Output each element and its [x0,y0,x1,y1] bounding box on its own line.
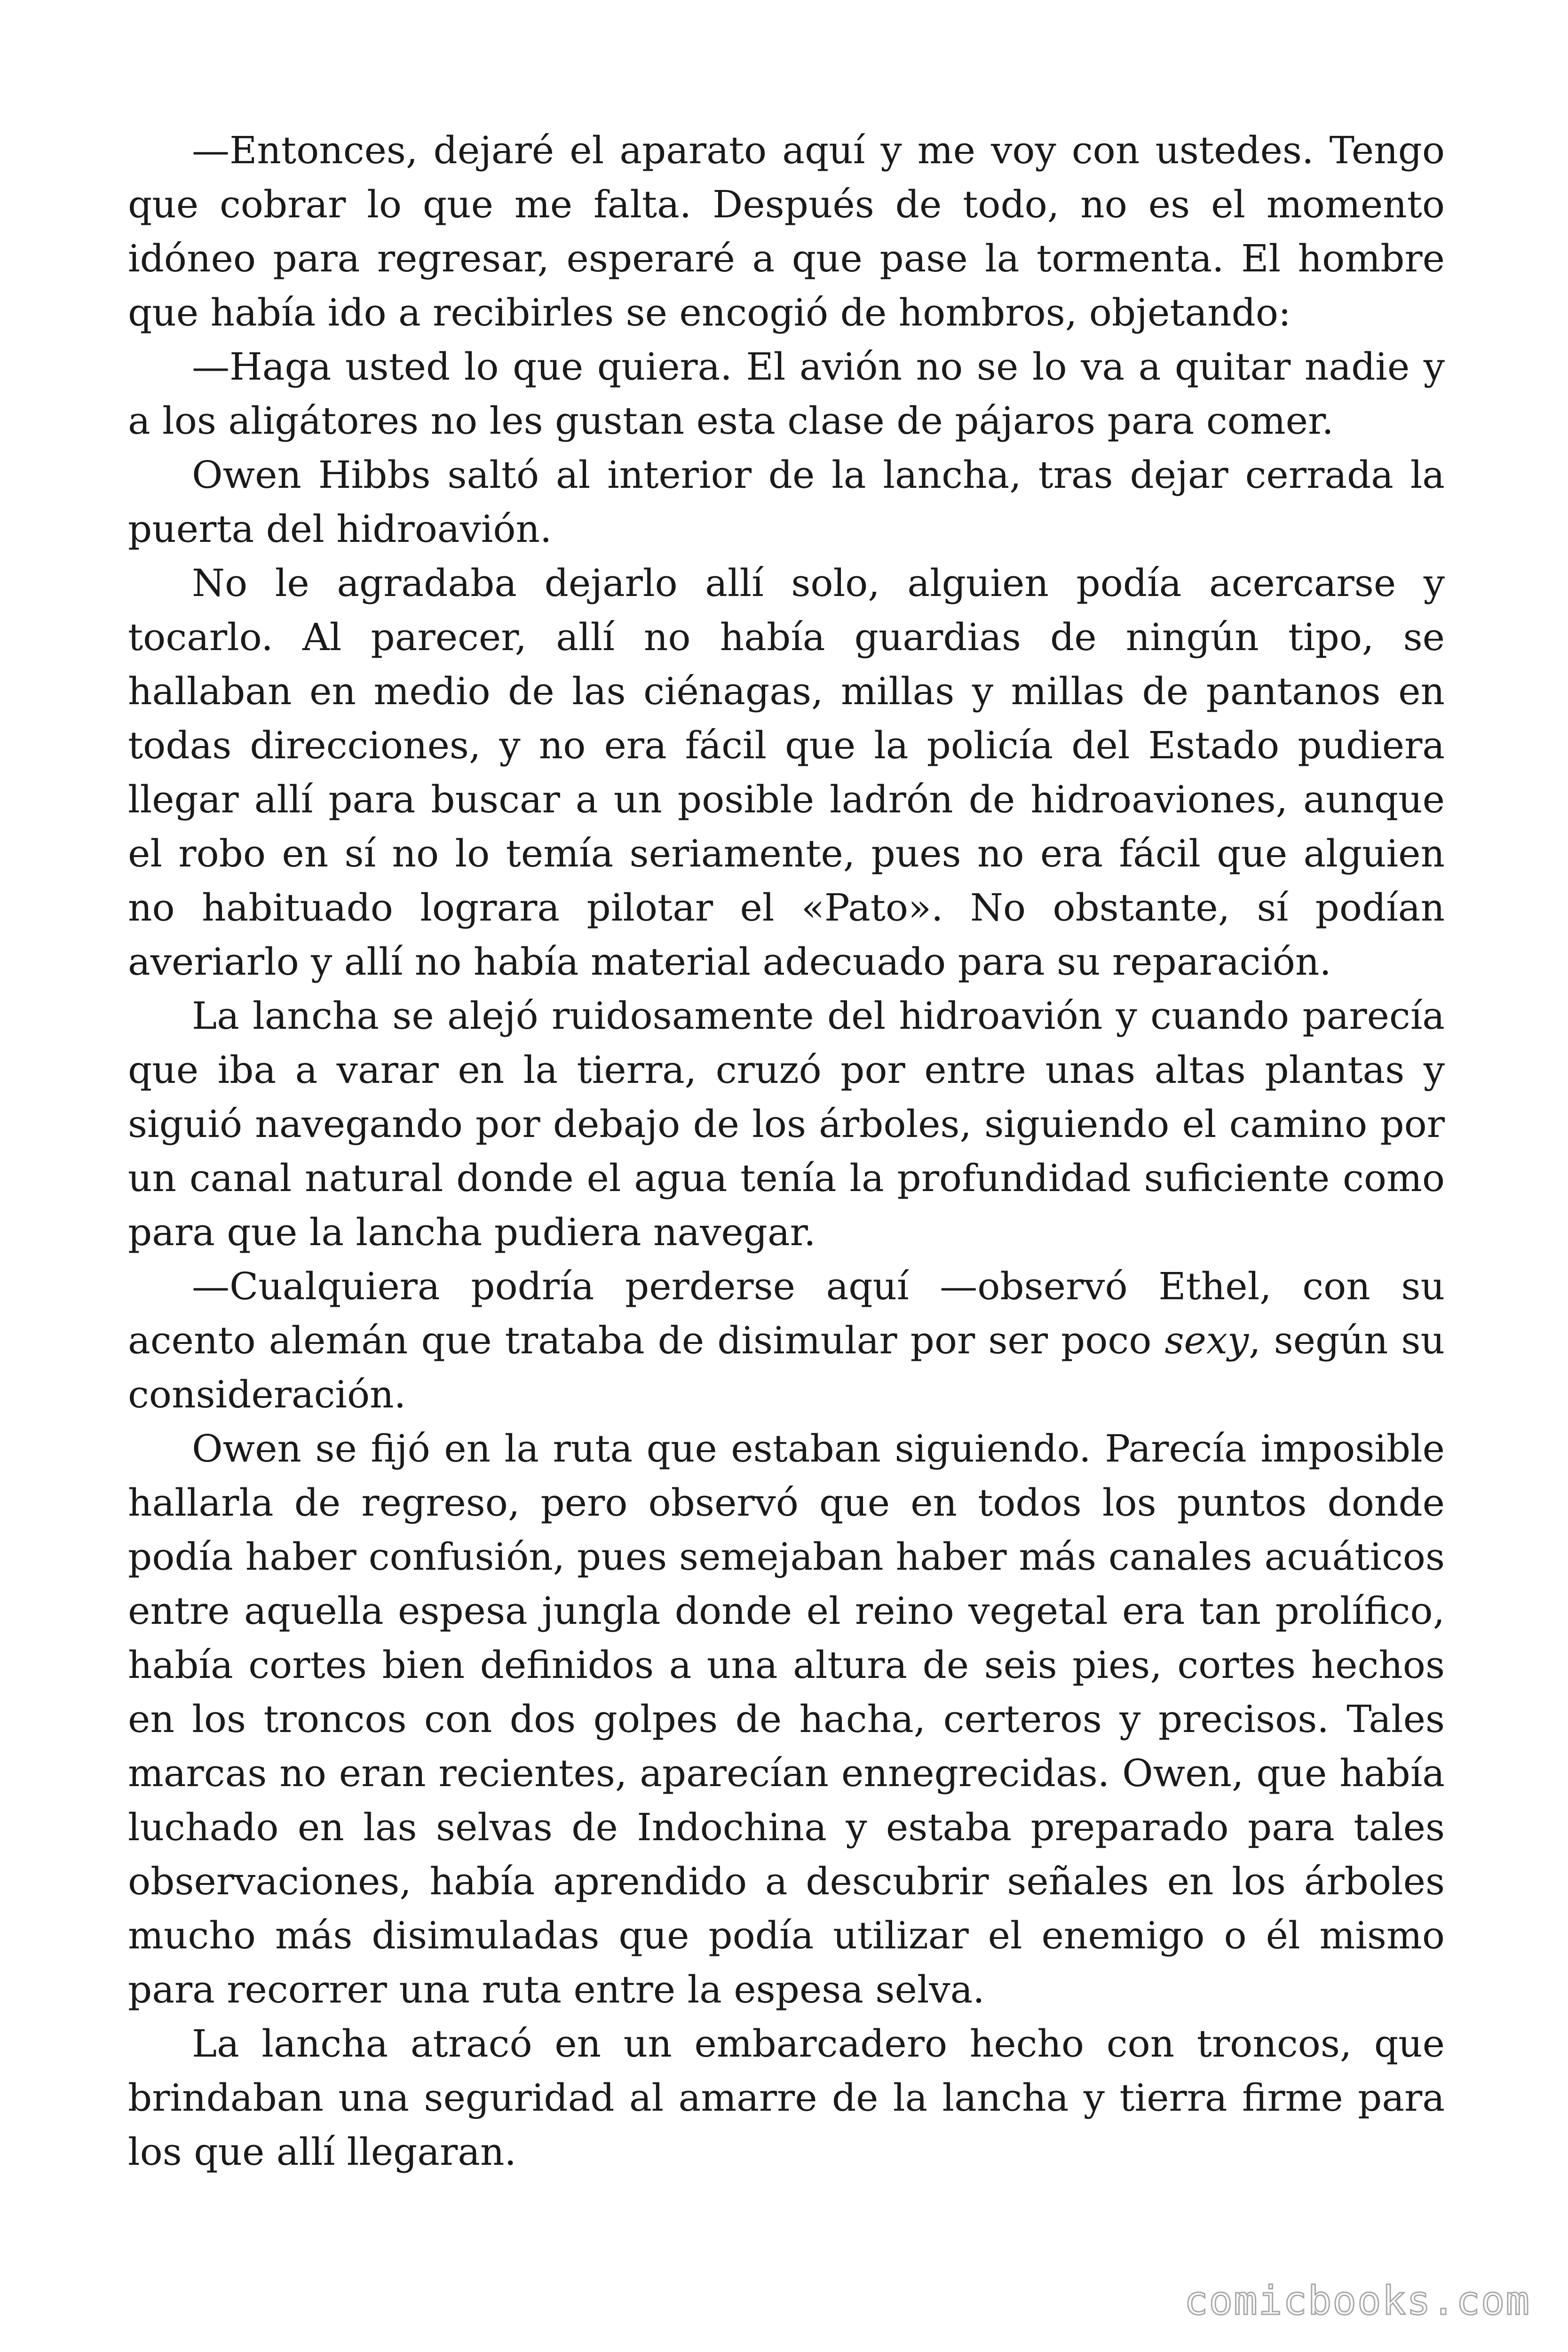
paragraph-8: La lancha atracó en un embarcadero hecho con troncos, que brindaban una seguridad al amarre de la lancha y tierra firme para los que allí llegaran. [128,2022,1445,2174]
paragraph-2: —Haga usted lo que quiera. El avión no se lo va a quitar nadie y a los aligátores no les gustan esta clase de pájaros para comer. [128,345,1445,443]
paragraph-1: —Entonces, dejaré el aparato aquí y me voy con ustedes. Tengo que cobrar lo que me falta. Después de todo, no es el momento idóneo para regresar, esperaré a que pase la tormenta. El hombre que había ido a recibirles se encogió de hombros, objetando: [128,128,1445,334]
body-text [128,123,1445,2179]
paragraph-6-text-after: , según su consideración. [128,1319,1445,1416]
paragraph-6-text-before: —Cualquiera podría perderse aquí —observó Ethel, con su acento alemán que trataba de disimular por ser poco [128,1264,1445,1362]
paragraph-7: Owen se fijó en la ruta que estaban siguiendo. Parecía imposible hallarla de regreso, pero observó que en todos los puntos donde podía haber confusión, pues semejaban haber más canales acuáticos entre aquella espesa jungla donde el reino vegetal era tan prolífico, había cortes bien definidos a una altura de seis pies, cortes hechos en los troncos con dos golpes de hacha, certeros y precisos. Tales marcas no eran recientes, aparecían ennegrecidas. Owen, que había luchado en las selvas de Indochina y estaba preparado para tales observaciones, había aprendido a descubrir señales en los árboles mucho más disimuladas que podía utilizar el enemigo o él mismo para recorrer una ruta entre la espesa selva. [128,1427,1445,2011]
paragraph-6-emphasis: sexy [1164,1319,1249,1362]
paragraph-4: No le agradaba dejarlo allí solo, alguien podía acercarse y tocarlo. Al parecer, allí no había guardias de ningún tipo, se hallaban en medio de las ciénagas, millas y millas de pantanos en todas direcciones, y no era fácil que la policía del Estado pudiera llegar allí para buscar a un posible ladrón de hidroaviones, aunque el robo en sí no lo temía seriamente, pues no era fácil que alguien no habituado lograra pilotar el «Pato». No obstante, sí podían averiarlo y allí no había material adecuado para su reparación. [128,561,1445,984]
paragraph-5: La lancha se alejó ruidosamente del hidroavión y cuando parecía que iba a varar en la tierra, cruzó por entre unas altas plantas y siguió navegando por debajo de los árboles, siguiendo el camino por un canal natural donde el agua tenía la profundidad suficiente como para que la lancha pudiera navegar. [128,994,1445,1254]
paragraph-3: Owen Hibbs saltó al interior de la lancha, tras dejar cerrada la puerta del hidroavión. [128,453,1445,551]
paragraph-6 [128,1259,1445,1422]
watermark: comicbooks.com [1184,2278,1530,2324]
